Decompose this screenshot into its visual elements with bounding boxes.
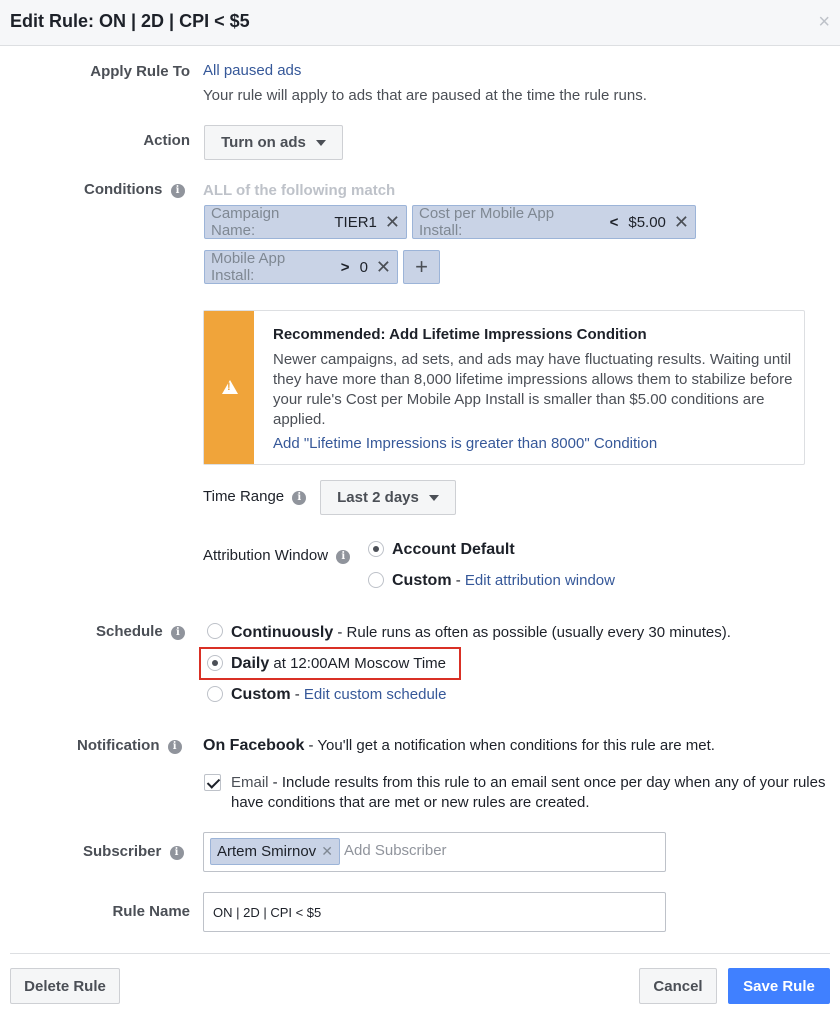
schedule-label: Schedule — [96, 623, 163, 640]
time-range-value: Last 2 days — [337, 489, 419, 506]
condition-chip[interactable] — [204, 205, 407, 239]
subscriber-label: Subscriber — [83, 843, 162, 860]
option-title: Account Default — [392, 541, 515, 558]
facebook-title: On Facebook — [203, 737, 305, 754]
delete-rule-button[interactable]: Delete Rule — [10, 968, 120, 1004]
schedule-daily-option[interactable] — [231, 655, 446, 673]
info-icon[interactable]: i — [171, 626, 185, 640]
warning-bar — [204, 311, 254, 464]
subscriber-token[interactable] — [210, 838, 340, 865]
schedule-custom-option[interactable] — [231, 686, 446, 704]
add-condition-button[interactable]: + — [403, 250, 440, 284]
conditions-label: Conditions — [84, 181, 163, 198]
condition-chip[interactable] — [204, 250, 398, 284]
subscriber-placeholder: Add Subscriber — [344, 842, 447, 859]
schedule-custom-radio[interactable] — [207, 686, 223, 702]
attribution-custom-radio[interactable] — [368, 572, 384, 588]
close-icon[interactable]: × — [818, 11, 830, 33]
action-dropdown-value: Turn on ads — [221, 134, 306, 151]
save-rule-button[interactable]: Save Rule — [728, 968, 830, 1004]
option-desc: at 12:00AM Moscow Time — [269, 655, 446, 672]
remove-condition-icon[interactable]: ✕ — [384, 211, 400, 232]
option-title: Custom — [392, 572, 452, 589]
dialog-title: Edit Rule: ON | 2D | CPI < $5 — [10, 11, 250, 31]
email-desc: - Include results from this rule to an email sent once per day when any of your rules have conditions that are met or new rules are created. — [231, 774, 826, 811]
schedule-continuously-option[interactable] — [231, 624, 731, 642]
edit-attribution-link[interactable]: Edit attribution window — [464, 572, 615, 589]
rule-name-label: Rule Name — [112, 903, 190, 920]
condition-chip[interactable] — [412, 205, 696, 239]
rule-name-input[interactable] — [203, 892, 666, 932]
remove-condition-icon[interactable]: ✕ — [673, 211, 689, 232]
info-icon[interactable]: i — [292, 491, 306, 505]
email-title: Email — [231, 774, 269, 791]
schedule-daily-radio[interactable] — [207, 655, 223, 671]
time-range-label: Time Range — [203, 488, 285, 505]
condition-operator: < — [609, 213, 619, 231]
notification-label-wrap — [77, 737, 182, 754]
option-separator: - — [290, 686, 304, 703]
footer-divider — [10, 953, 830, 954]
dialog-header — [0, 0, 840, 46]
option-separator: - — [451, 572, 465, 589]
notification-facebook — [203, 737, 715, 755]
condition-key: Campaign Name: — [211, 205, 280, 239]
option-title: Continuously — [231, 624, 334, 641]
facebook-desc: - You'll get a notification when conditions for this rule are met. — [304, 737, 715, 754]
remove-subscriber-icon[interactable]: ✕ — [321, 843, 333, 859]
apply-rule-to-label: Apply Rule To — [90, 63, 190, 80]
option-title: Custom — [231, 686, 291, 703]
subscriber-token-label: Artem Smirnov — [217, 843, 317, 860]
email-checkbox[interactable] — [204, 774, 221, 791]
subscriber-label-wrap — [83, 843, 184, 860]
edit-custom-schedule-link[interactable]: Edit custom schedule — [303, 686, 447, 703]
info-icon[interactable]: i — [171, 184, 185, 198]
notification-label: Notification — [77, 737, 160, 754]
cancel-button[interactable]: Cancel — [639, 968, 717, 1004]
time-range-dropdown[interactable] — [320, 480, 456, 515]
remove-condition-icon[interactable]: ✕ — [375, 256, 391, 277]
option-title: Daily — [231, 655, 270, 672]
chevron-down-icon — [316, 140, 326, 146]
apply-rule-to-link[interactable]: All paused ads — [203, 62, 302, 79]
attribution-custom-option[interactable] — [392, 572, 615, 590]
attribution-default-option[interactable] — [392, 541, 515, 559]
chevron-down-icon — [429, 495, 439, 501]
attribution-label: Attribution Window — [203, 547, 329, 564]
condition-operator: > — [340, 258, 350, 276]
conditions-label-wrap — [84, 181, 185, 198]
info-icon[interactable]: i — [170, 846, 184, 860]
condition-key: Cost per Mobile App Install: — [419, 205, 555, 239]
conditions-match-text: ALL of the following match — [203, 182, 396, 199]
notification-email — [231, 773, 831, 813]
add-lifetime-impressions-link[interactable]: Add "Lifetime Impressions is greater than 8000" Condition — [273, 435, 658, 452]
condition-key: Mobile App Install: — [211, 250, 286, 284]
apply-rule-description: Your rule will apply to ads that are paused at the time the rule runs. — [203, 87, 647, 104]
time-range-label-wrap — [203, 488, 306, 505]
condition-value: TIER1 — [334, 213, 377, 231]
action-label: Action — [143, 132, 190, 149]
recommendation-box — [203, 310, 805, 465]
attribution-default-radio[interactable] — [368, 541, 384, 557]
option-desc: - Rule runs as often as possible (usually every 30 minutes). — [333, 624, 731, 641]
schedule-label-wrap — [96, 623, 185, 640]
subscriber-input[interactable] — [203, 832, 666, 872]
condition-value: $5.00 — [628, 213, 666, 231]
recommendation-text: Newer campaigns, ad sets, and ads may have fluctuating results. Waiting until they have more than 8,000 lifetime impressions allows them to stabilize before your rule's Cost per Mobile App Install is smaller than $5.00 conditions are applied. — [273, 351, 793, 428]
info-icon[interactable]: i — [336, 550, 350, 564]
attribution-label-wrap — [203, 547, 350, 564]
warning-icon-mark: ! — [227, 381, 231, 393]
schedule-continuously-radio[interactable] — [207, 623, 223, 639]
action-dropdown[interactable] — [204, 125, 343, 160]
recommendation-title: Recommended: Add Lifetime Impressions Condition — [273, 326, 647, 343]
condition-value: 0 — [359, 258, 368, 276]
info-icon[interactable]: i — [168, 740, 182, 754]
